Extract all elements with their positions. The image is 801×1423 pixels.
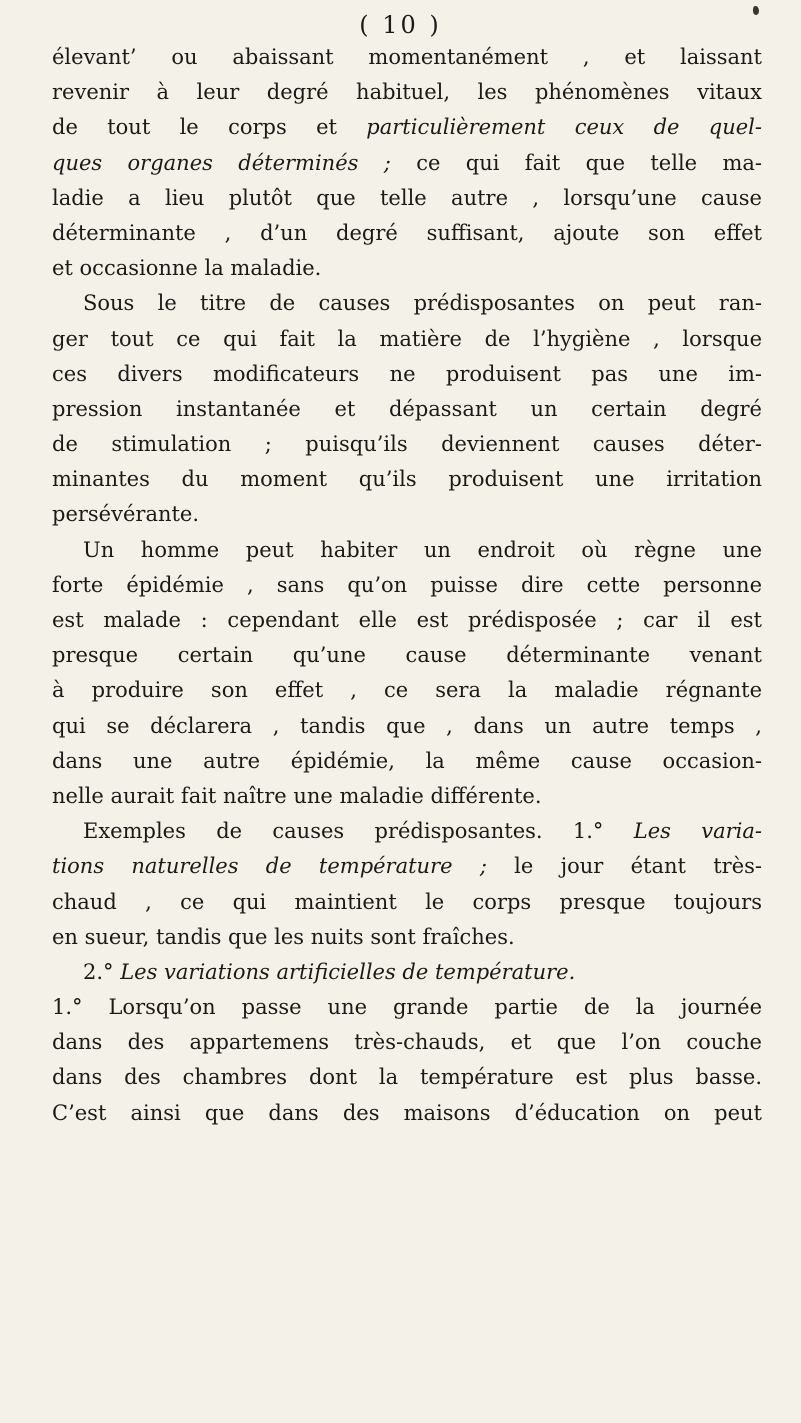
text-line: de stimulation ; puisqu’ils deviennent causes déter- <box>52 432 762 457</box>
text-line: minantes du moment qu’ils produisent une irritation <box>52 467 762 492</box>
text-run: le jour étant très- <box>486 854 762 879</box>
text-line: forte épidémie , sans qu’on puisse dire cette personne <box>52 572 762 597</box>
italic-run: ques organes déterminés ; <box>52 150 391 175</box>
text-line: en sueur, tandis que les nuits sont fraîches. <box>52 924 515 949</box>
text-line: persévérante. <box>52 502 200 527</box>
text-run: Exemples de causes prédisposantes. 1.° <box>83 819 634 844</box>
text-line <box>52 110 762 145</box>
text-run: ce qui fait que telle ma- <box>390 150 762 175</box>
italic-run: Les variations artificielles de température. <box>120 959 576 984</box>
italic-run: Les varia- <box>633 819 762 844</box>
body-text <box>52 40 762 1131</box>
text-line: C’est ainsi que dans des maisons d’éducation on peut <box>52 1100 762 1125</box>
text-run: 2.° <box>83 959 121 984</box>
text-line: déterminante , d’un degré suffisant, ajoute son effet <box>52 220 762 245</box>
text-line: revenir à leur degré habituel, les phénomènes vitaux <box>52 80 762 105</box>
text-line: et occasionne la maladie. <box>52 256 322 281</box>
text-line: Un homme peut habiter un endroit où règne une <box>83 537 762 562</box>
text-line <box>52 955 762 990</box>
text-line: 1.° Lorsqu’on passe une grande partie de la journée <box>52 995 762 1020</box>
text-line: presque certain qu’une cause déterminante venant <box>52 643 762 668</box>
text-line: chaud , ce qui maintient le corps presque toujours <box>52 889 762 914</box>
text-run: de tout le corps et <box>52 115 367 140</box>
text-line: dans une autre épidémie, la même cause occasion- <box>52 748 762 773</box>
text-line: ces divers modificateurs ne produisent pas une im- <box>52 361 762 386</box>
text-line: à produire son effet , ce sera la maladie régnante <box>52 678 762 703</box>
text-line: dans des chambres dont la température est plus basse. <box>52 1065 762 1090</box>
italic-run: particulièrement ceux de quel- <box>366 115 762 140</box>
text-line <box>52 814 762 849</box>
text-line: dans des appartemens très-chauds, et que l’on couche <box>52 1030 762 1055</box>
text-line: élevant’ ou abaissant momentanément , et laissant <box>52 45 762 69</box>
text-line: pression instantanée et dépassant un certain degré <box>52 396 762 421</box>
italic-run: tions naturelles de température ; <box>52 854 487 879</box>
text-line <box>52 146 762 181</box>
text-line: qui se déclarera , tandis que , dans un autre temps , <box>52 713 762 738</box>
page-number: ( 10 ) <box>359 11 442 39</box>
text-line: nelle aurait fait naître une maladie différente. <box>52 783 542 808</box>
text-line <box>52 849 762 884</box>
text-line: Sous le titre de causes prédisposantes on peut ran- <box>83 291 762 316</box>
text-line: est malade : cependant elle est prédisposée ; car il est <box>52 608 762 632</box>
text-line: ladie a lieu plutôt que telle autre , lorsqu’une cause <box>52 185 762 210</box>
text-line: ger tout ce qui fait la matière de l’hygiène , lorsque <box>52 326 762 351</box>
